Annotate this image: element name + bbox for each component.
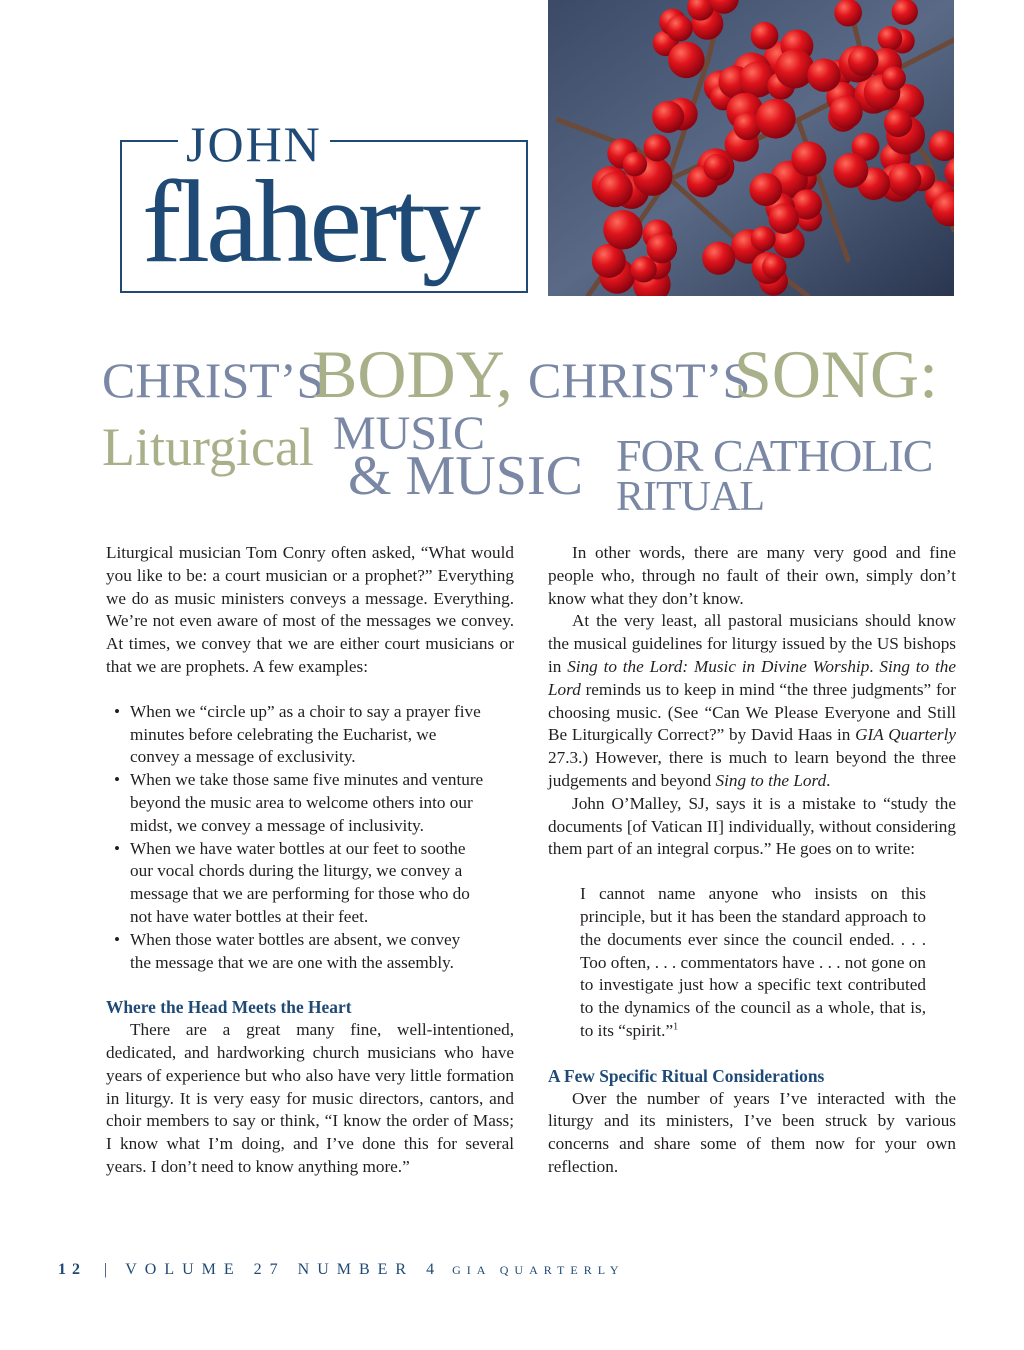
headline-liturgical: Liturgical [102,417,314,477]
list-item: • When we have water bottles at our feet to soothe our vocal chords during the liturgy, we convey a message that we are performing for those who do not have water bottles at their feet. [114,838,470,926]
section-heading-ritual: A Few Specific Ritual Considerations [548,1065,825,1086]
red-berries-photo [548,0,954,296]
list-item: • When we “circle up” as a choir to say a prayer five minutes before celebrating the Eucharist, we convey a message of exclusivity. [114,701,481,767]
intro-paragraph: Liturgical musician Tom Conry often asked, “What would you like to be: a court musician or a prophet?” Everything we do as music ministers conveys a message. Everything. We’re not even aware of most of the messages we convey. At times, we convey that we are either court musicians or that we are prophets. A few examples: [106,543,514,676]
page-footer [58,1261,625,1279]
omalley-paragraph: John O’Malley, SJ, says it is a mistake to “study the documents [of Vatican II] individually, without considering them part of an integral corpus.” He goes on to write: [548,793,956,859]
ritual-paragraph: Over the number of years I’ve interacted with the liturgy and its ministers, I’ve been struck by various concerns and share some of them now for your own reflection. [548,1088,956,1176]
headline-christs-1: CHRIST’S [102,352,325,408]
headline-for-catholic: FOR CATHOLIC [616,430,933,481]
guidelines-paragraph: At the very least, all pastoral musicians should know the musical guidelines for liturgy issued by the US bishops in Sing to the Lord: Music in Divine Worship. Sing to the Lord reminds us to keep in mind “the three judgments” for choosing music. (See “Can We Please Everyone and Still Be Liturgically Correct?” by David Haas in GIA Quarterly 27.3.) However, there is much to learn beyond the three judgements and beyond Sing to the Lord. [548,611,956,790]
author-first-name: JOHN [178,116,330,172]
footer-separator: | [104,1261,108,1278]
right-column [548,542,956,1179]
issue-label: VOLUME 27 NUMBER 4 [125,1261,443,1278]
block-quote: I cannot name anyone who insists on this principle, but it has been the standard approach to the documents ever since the council ended. . . . Too often, . . . commentators have . . . not gone on to investigate just how a specific text contributed to the dynamics of the council as a whole, that is, to its “spirit.”$^1$ [580,884,926,1040]
headline-song: SONG: [734,336,939,412]
bullet-icon: • [114,770,121,790]
page-number: 12 [58,1261,86,1278]
examples-list [106,701,514,975]
section-heading-head-heart: Where the Head Meets the Heart [106,997,352,1018]
bullet-icon: • [114,929,121,949]
headline-body: BODY, [312,336,513,412]
author-byline-box [120,116,528,293]
list-item: • When those water bottles are absent, we convey the message that we are one with the assembly. [114,929,461,972]
left-column [106,542,514,1179]
headline-christs-2: CHRIST’S [528,352,751,408]
headline-ritual: RITUAL [616,474,764,520]
list-item: • When we take those same five minutes and venture beyond the music area to welcome others into our midst, we convey a message of inclusivity. [114,770,484,835]
footnote-marker: 1 [673,1021,679,1033]
bullet-icon: • [114,701,121,721]
author-last-name: flaherty [142,156,477,287]
headline-and-music: & MUSIC [348,445,583,507]
magazine-name: GIA QUARTERLY [452,1263,625,1277]
headline-music-top: MUSIC [333,407,486,460]
bullet-icon: • [114,838,121,858]
head-heart-paragraph: There are a great many fine, well-intentioned, dedicated, and hardworking church musicians who have years of experience but who also have very little formation in liturgy. It is very easy for music directors, cantors, and choir members to say or think, “I know the order of Mass; I know what I’m doing, and I’ve done this for several years. I don’t need to know anything more.” [106,1020,514,1176]
other-words-paragraph: In other words, there are many very good and fine people who, through no fault of their own, simply don’t know what they don’t know. [548,543,956,608]
